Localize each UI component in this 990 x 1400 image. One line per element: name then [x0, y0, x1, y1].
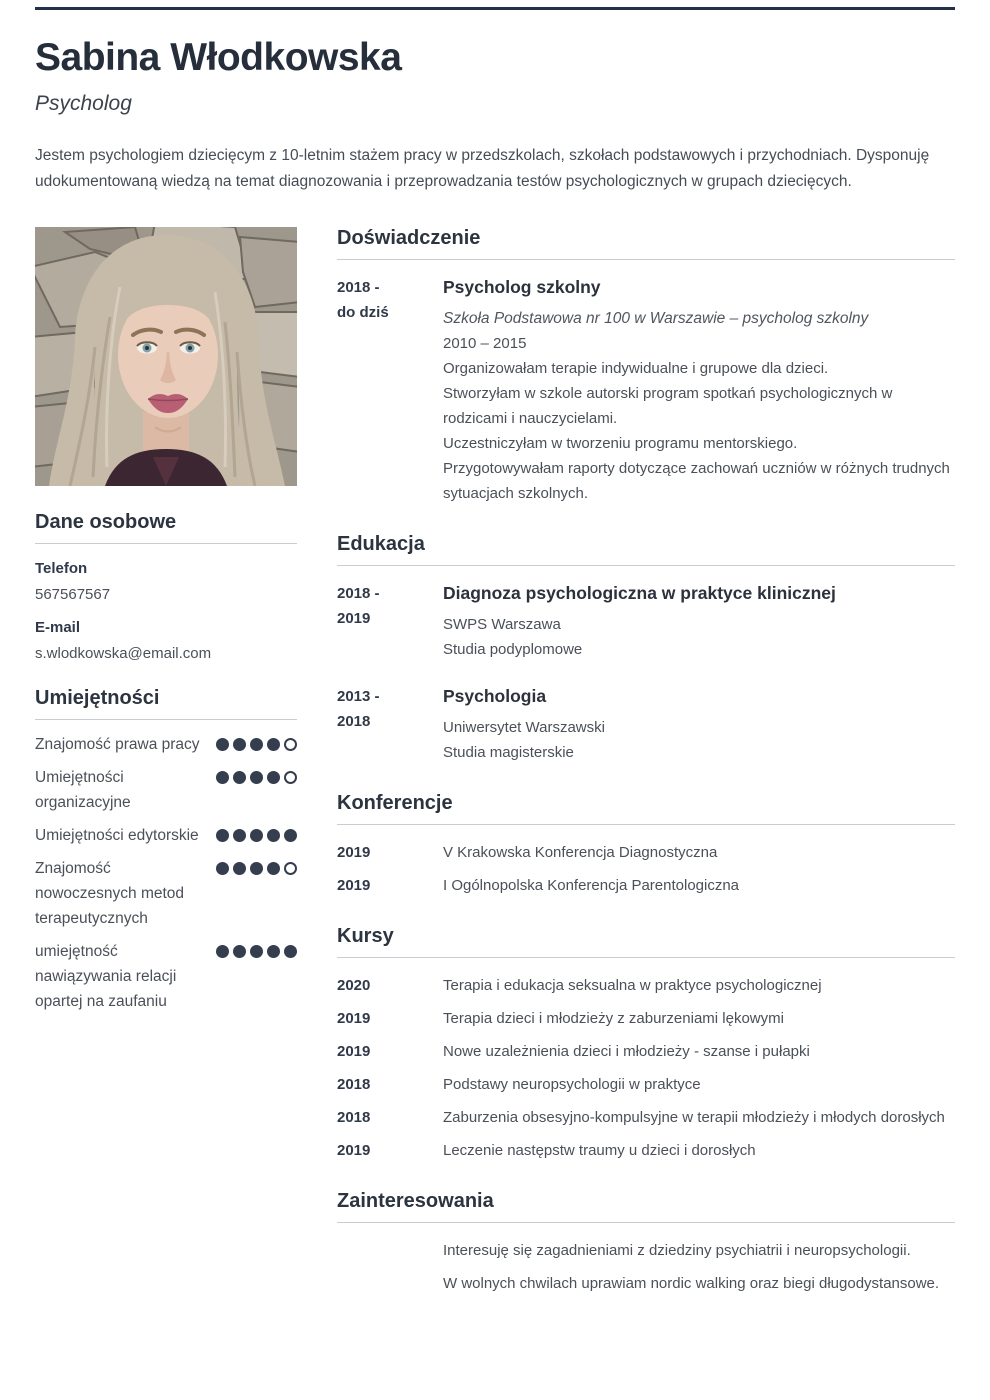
course-item — [337, 1072, 955, 1097]
skill-dot-filled — [250, 862, 263, 875]
candidate-job-title: Psycholog — [35, 92, 132, 115]
education-entry — [337, 684, 955, 765]
course-year: 2018 — [337, 1076, 371, 1093]
experience-section — [337, 227, 955, 506]
course-name: Terapia dzieci i młodzieży z zaburzeniami lękowymi — [443, 1010, 784, 1027]
education-dates — [337, 684, 443, 765]
education-section — [337, 533, 955, 765]
skill-dot-filled — [250, 771, 263, 784]
course-item — [337, 1105, 955, 1130]
conferences-section — [337, 792, 955, 898]
degree-type: Studia podyplomowe — [443, 641, 583, 658]
skill-dot-filled — [267, 862, 280, 875]
skill-dot-filled — [233, 862, 246, 875]
phone-value: 567567567 — [35, 586, 111, 603]
experience-heading: Doświadczenie — [337, 227, 955, 260]
interests-section — [337, 1190, 955, 1296]
course-name: Zaburzenia obsesyjno-kompulsyjne w terapii młodzieży i młodych dorosłych — [443, 1109, 945, 1126]
skill-dot-empty — [284, 862, 297, 875]
experience-bullet: Stworzyłam w szkole autorski program spotkań psychologicznych w rodzicami i nauczycielami. — [443, 385, 893, 427]
skill-rating — [216, 945, 297, 1014]
date-to: 2019 — [337, 610, 371, 627]
skill-dot-filled — [216, 771, 229, 784]
content-columns — [35, 227, 955, 1323]
date-to: do dziś — [337, 304, 389, 321]
top-accent-line — [35, 7, 955, 10]
skills-list — [35, 732, 297, 1014]
personal-data-heading: Dane osobowe — [35, 511, 297, 544]
course-item — [337, 1138, 955, 1163]
education-heading: Edukacja — [337, 533, 955, 566]
candidate-name: Sabina Włodkowska — [35, 36, 402, 79]
skill-rating — [216, 771, 297, 815]
course-year: 2018 — [337, 1109, 371, 1126]
conference-name: V Krakowska Konferencja Diagnostyczna — [443, 844, 718, 861]
contact-item-email — [35, 619, 297, 662]
left-column — [35, 227, 297, 1323]
course-year: 2019 — [337, 1010, 371, 1027]
skill-dot-empty — [284, 771, 297, 784]
skill-item — [35, 856, 297, 931]
course-item — [337, 1006, 955, 1031]
email-value: s.wlodkowska@email.com — [35, 645, 212, 662]
job-position-title: Psycholog szkolny — [443, 277, 601, 297]
course-name: Terapia i edukacja seksualna w praktyce psychologicznej — [443, 977, 822, 994]
course-year: 2020 — [337, 977, 371, 994]
skill-label: Umiejętności edytorskie — [35, 827, 199, 844]
date-to: 2018 — [337, 713, 371, 730]
conference-item — [337, 840, 955, 865]
personal-data-section — [35, 511, 297, 662]
degree-title: Psychologia — [443, 686, 547, 706]
skill-label: Znajomość prawa pracy — [35, 736, 200, 753]
interest-paragraph: W wolnych chwilach uprawiam nordic walking oraz biegi długodystansowe. — [443, 1275, 940, 1292]
employer-line: Szkoła Podstawowa nr 100 w Warszawie – psycholog szkolny — [443, 310, 869, 327]
skill-dot-filled — [284, 829, 297, 842]
conference-year: 2019 — [337, 877, 371, 894]
phone-label: Telefon — [35, 560, 88, 577]
skill-dot-filled — [216, 862, 229, 875]
course-item — [337, 1039, 955, 1064]
school-name: SWPS Warszawa — [443, 616, 561, 633]
experience-dates — [337, 275, 443, 506]
experience-body — [443, 275, 955, 506]
school-name: Uniwersytet Warszawski — [443, 719, 605, 736]
skill-dot-filled — [250, 945, 263, 958]
summary-text: Jestem psychologiem dziecięcym z 10-letnim stażem pracy w przedszkolach, szkołach podstawowych i przychodniach. Dysponuję udokumentowaną wiedzą na temat diagnozowania i przeprowadzania testów psychologicznych w grupach dziecięcych. — [35, 147, 930, 190]
conference-item — [337, 873, 955, 898]
skill-dot-filled — [267, 945, 280, 958]
interest-paragraph: Interesuję się zagadnieniami z dziedziny psychiatrii i neuropsychologii. — [443, 1242, 911, 1259]
experience-bullet: Przygotowywałam raporty dotyczące zachowań uczniów w różnych trudnych sytuacjach szkolnych. — [443, 460, 950, 502]
skill-dot-filled — [250, 829, 263, 842]
skill-dot-filled — [216, 945, 229, 958]
skill-dot-filled — [250, 738, 263, 751]
education-body — [443, 684, 955, 765]
contact-item-phone — [35, 560, 297, 603]
date-from: 2018 - — [337, 585, 380, 602]
employment-period: 2010 – 2015 — [443, 335, 527, 352]
education-dates — [337, 581, 443, 662]
skill-dot-filled — [267, 829, 280, 842]
skill-dot-filled — [233, 771, 246, 784]
skill-item — [35, 939, 297, 1014]
skill-rating — [216, 829, 297, 848]
skill-rating — [216, 738, 297, 757]
course-name: Leczenie następstw traumy u dzieci i dorosłych — [443, 1142, 756, 1159]
skill-item — [35, 765, 297, 815]
conference-name: I Ogólnopolska Konferencja Parentologiczna — [443, 877, 740, 894]
skill-label: Znajomość nowoczesnych metod terapeutycznych — [35, 860, 185, 927]
skill-dot-filled — [233, 829, 246, 842]
skill-dot-filled — [267, 738, 280, 751]
skill-dot-filled — [284, 945, 297, 958]
skills-heading: Umiejętności — [35, 687, 297, 720]
experience-bullet: Uczestniczyłam w tworzeniu programu mentorskiego. — [443, 435, 798, 452]
course-year: 2019 — [337, 1043, 371, 1060]
education-entry — [337, 581, 955, 662]
skill-label: Umiejętności organizacyjne — [35, 769, 131, 811]
education-body — [443, 581, 955, 662]
skill-rating — [216, 862, 297, 931]
skill-label: umiejętność nawiązywania relacji opartej na zaufaniu — [35, 943, 177, 1010]
skill-item — [35, 732, 297, 757]
interests-heading: Zainteresowania — [337, 1190, 955, 1223]
skill-dot-filled — [233, 945, 246, 958]
profile-photo-illustration — [35, 227, 297, 486]
skills-section — [35, 687, 297, 1014]
skill-dot-filled — [216, 738, 229, 751]
course-item — [337, 973, 955, 998]
skill-dot-filled — [233, 738, 246, 751]
course-name: Podstawy neuropsychologii w praktyce — [443, 1076, 701, 1093]
skill-dot-empty — [284, 738, 297, 751]
course-name: Nowe uzależnienia dzieci i młodzieży - szanse i pułapki — [443, 1043, 810, 1060]
profile-photo — [35, 227, 297, 486]
date-from: 2018 - — [337, 279, 380, 296]
date-from: 2013 - — [337, 688, 380, 705]
courses-heading: Kursy — [337, 925, 955, 958]
conference-year: 2019 — [337, 844, 371, 861]
experience-entry — [337, 275, 955, 506]
degree-type: Studia magisterskie — [443, 744, 574, 761]
skill-item — [35, 823, 297, 848]
skill-dot-filled — [216, 829, 229, 842]
experience-bullet: Organizowałam terapie indywidualne i grupowe dla dzieci. — [443, 360, 829, 377]
skill-dot-filled — [267, 771, 280, 784]
email-label: E-mail — [35, 619, 81, 636]
conferences-heading: Konferencje — [337, 792, 955, 825]
course-year: 2019 — [337, 1142, 371, 1159]
courses-section — [337, 925, 955, 1163]
degree-title: Diagnoza psychologiczna w praktyce klinicznej — [443, 583, 836, 603]
right-column — [337, 227, 955, 1323]
